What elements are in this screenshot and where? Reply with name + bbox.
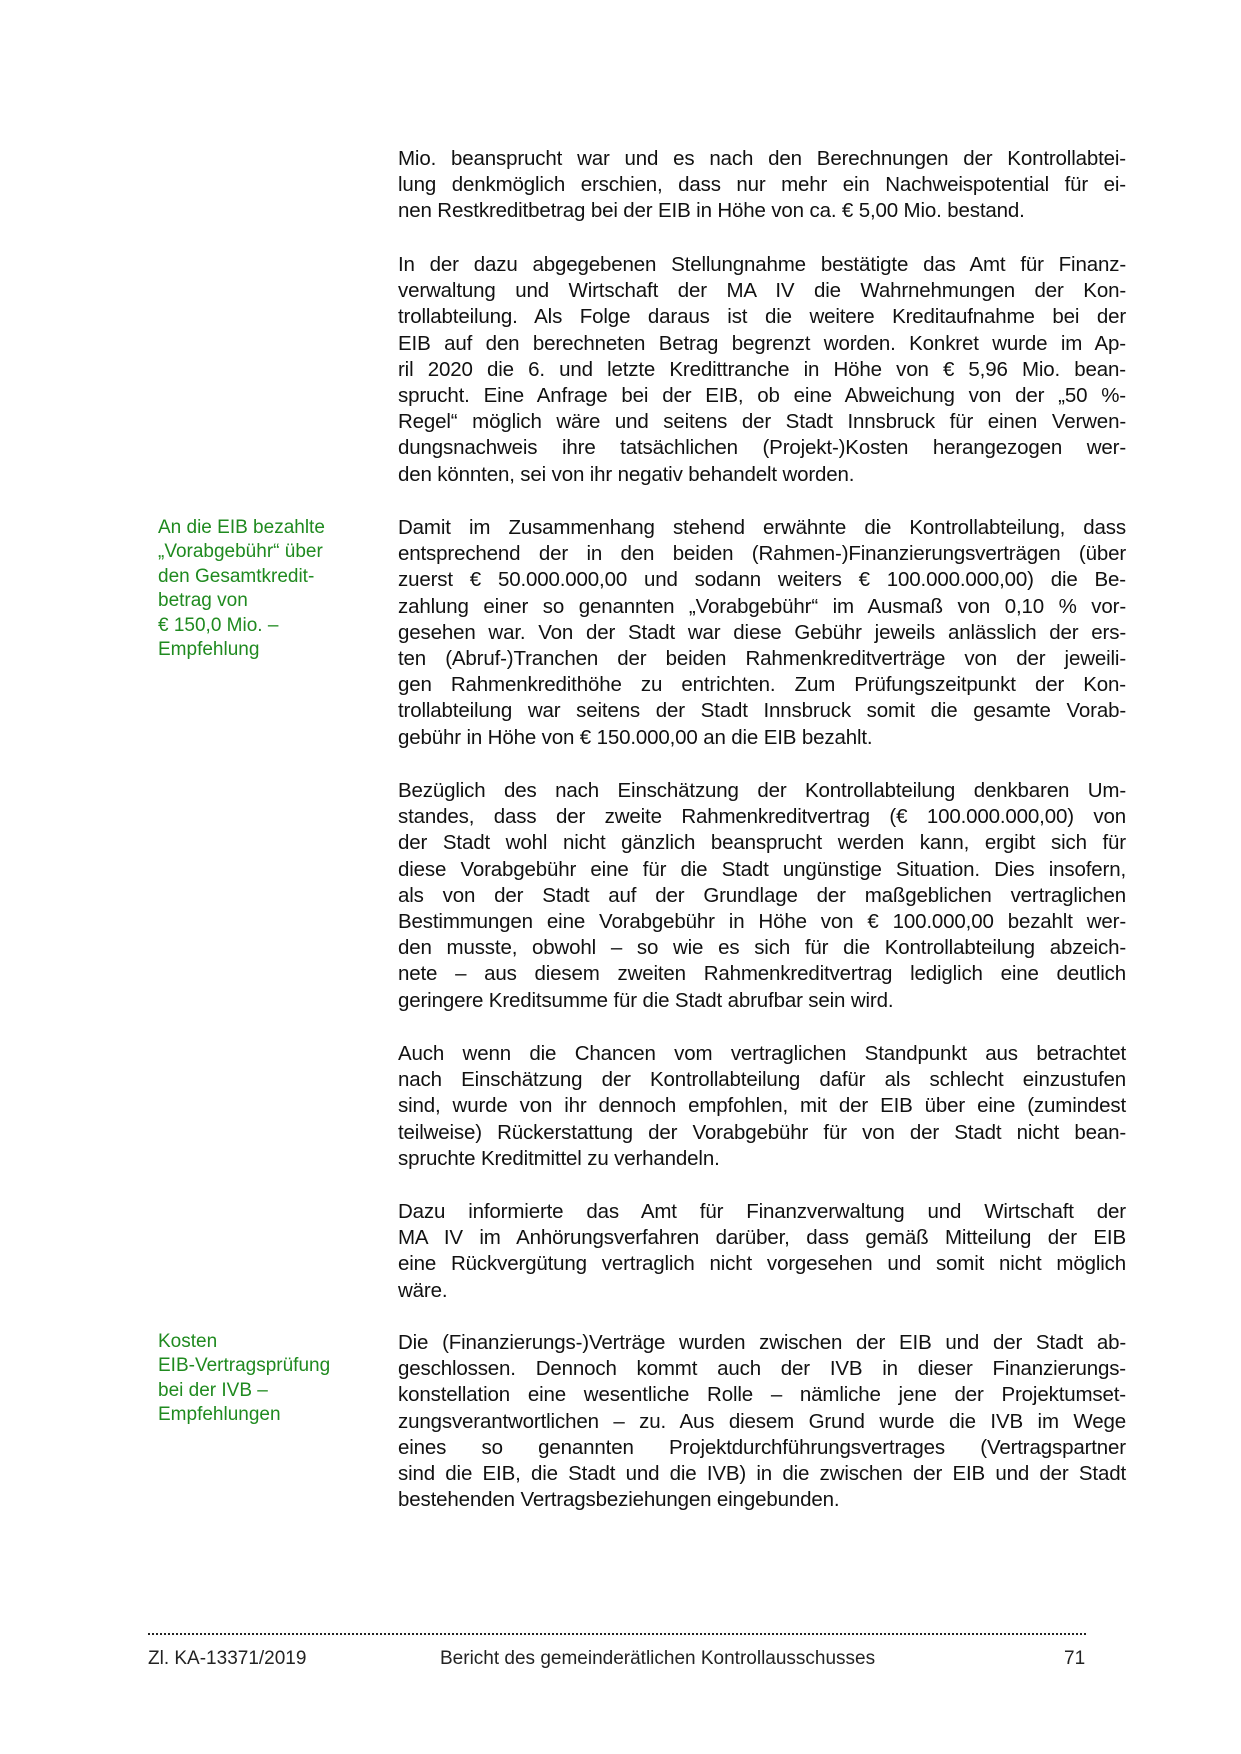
text-line: entsprechend der in den beiden (Rahmen-)Finanzierungsverträgen (über bbox=[398, 542, 1126, 566]
text-line: Die (Finanzierungs-)Verträge wurden zwischen der EIB und der Stadt ab- bbox=[398, 1331, 1126, 1354]
text-line: EIB auf den berechneten Betrag begrenzt worden. Konkret wurde im Ap- bbox=[398, 331, 1126, 355]
text-line: gesehen war. Von der Stadt war diese Gebühr jeweils anlässlich der ers- bbox=[398, 620, 1126, 644]
margin-note-vertragspruefung bbox=[158, 1330, 358, 1428]
text-line: trollabteilung war seitens der Stadt Innsbruck somit die gesamte Vorab- bbox=[398, 699, 1126, 723]
text-line: nete – aus diesem zweiten Rahmenkreditvertrag lediglich eine deutlich bbox=[398, 962, 1126, 986]
text-line: sind, wurde von ihr dennoch empfohlen, mit der EIB über eine (zumindest bbox=[398, 1094, 1126, 1118]
text-line: dungsnachweis ihre tatsächlichen (Projekt-)Kosten herangezogen wer- bbox=[398, 436, 1126, 460]
text-line: Bestimmungen eine Vorabgebühr in Höhe von € 100.000,00 bezahlt wer- bbox=[398, 910, 1126, 934]
body-paragraph bbox=[398, 778, 1126, 1014]
note-line: den Gesamtkredit- bbox=[158, 565, 315, 587]
note-line: betrag von bbox=[158, 590, 248, 612]
text-line: als von der Stadt auf der Grundlage der maßgeblichen vertraglichen bbox=[398, 883, 1126, 907]
text-line: trollabteilung. Als Folge daraus ist die weitere Kreditaufnahme bei der bbox=[398, 305, 1126, 329]
text-line: Dazu informierte das Amt für Finanzverwaltung und Wirtschaft der bbox=[398, 1200, 1126, 1223]
text-line: eines so genannten Projektdurchführungsvertrages (Vertragspartner bbox=[398, 1435, 1126, 1459]
body-paragraph bbox=[398, 1330, 1126, 1513]
note-line: An die EIB bezahlte bbox=[158, 517, 325, 538]
text-line: zahlung einer so genannten „Vorabgebühr“ im Ausmaß von 0,10 % vor- bbox=[398, 594, 1126, 618]
margin-note-vorabgebuehr bbox=[158, 516, 358, 662]
text-line: geschlossen. Dennoch kommt auch der IVB in dieser Finanzierungs- bbox=[398, 1357, 1126, 1381]
note-line: € 150,0 Mio. – bbox=[158, 614, 279, 636]
text-line: MA IV im Anhörungsverfahren darüber, dass gemäß Mitteilung der EIB bbox=[398, 1226, 1126, 1250]
text-line: gen Rahmenkredithöhe zu entrichten. Zum Prüfungszeitpunkt der Kon- bbox=[398, 673, 1126, 697]
body-paragraph bbox=[398, 252, 1126, 488]
text-line: sprucht. Eine Anfrage bei der EIB, ob eine Abweichung von der „50 %- bbox=[398, 384, 1126, 408]
text-line: teilweise) Rückerstattung der Vorabgebühr für von der Stadt nicht bean- bbox=[398, 1120, 1126, 1144]
text-line: In der dazu abgegebenen Stellungnahme bestätigte das Amt für Finanz- bbox=[398, 253, 1126, 276]
note-line: bei der IVB – bbox=[158, 1379, 268, 1401]
text-line: gebühr in Höhe von € 150.000,00 an die EIB bezahlt. bbox=[398, 725, 873, 749]
footer-title: Bericht des gemeinderätlichen Kontrollausschusses bbox=[440, 1648, 876, 1669]
note-line: Kosten bbox=[158, 1331, 218, 1352]
text-line: Auch wenn die Chancen vom vertraglichen Standpunkt aus betrachtet bbox=[398, 1042, 1126, 1065]
text-line: den könnten, sei von ihr negativ behandelt worden. bbox=[398, 462, 855, 486]
body-paragraph bbox=[398, 515, 1126, 751]
body-paragraph bbox=[398, 146, 1126, 225]
text-line: sind die EIB, die Stadt und die IVB) in die zwischen der EIB und der Stadt bbox=[398, 1462, 1126, 1486]
text-line: diese Vorabgebühr eine für die Stadt ungünstige Situation. Dies insofern, bbox=[398, 857, 1126, 881]
note-line: Empfehlungen bbox=[158, 1404, 281, 1426]
text-line: lung denkmöglich erschien, dass nur mehr ein Nachweispotential für ei- bbox=[398, 173, 1126, 197]
text-line: Bezüglich des nach Einschätzung der Kontrollabteilung denkbaren Um- bbox=[398, 779, 1126, 802]
footer-reference: Zl. KA-13371/2019 bbox=[148, 1648, 307, 1669]
text-line: ten (Abruf-)Tranchen der beiden Rahmenkreditverträge von der jeweili- bbox=[398, 647, 1126, 671]
text-line: geringere Kreditsumme für die Stadt abrufbar sein wird. bbox=[398, 988, 894, 1012]
text-line: spruchte Kreditmittel zu verhandeln. bbox=[398, 1146, 720, 1170]
body-paragraph bbox=[398, 1199, 1126, 1304]
note-line: „Vorabgebühr“ über bbox=[158, 541, 323, 563]
text-line: Mio. beansprucht war und es nach den Berechnungen der Kontrollabtei- bbox=[398, 147, 1126, 170]
footer-divider bbox=[148, 1633, 1086, 1635]
page-number: 71 bbox=[1064, 1648, 1086, 1669]
text-line: der Stadt wohl nicht gänzlich beansprucht werden kann, ergibt sich für bbox=[398, 831, 1126, 855]
text-line: nach Einschätzung der Kontrollabteilung dafür als schlecht einzustufen bbox=[398, 1068, 1126, 1092]
note-line: Empfehlung bbox=[158, 639, 260, 661]
text-line: nen Restkreditbetrag bei der EIB in Höhe von ca. € 5,00 Mio. bestand. bbox=[398, 199, 1025, 223]
text-line: Damit im Zusammenhang stehend erwähnte die Kontrollabteilung, dass bbox=[398, 516, 1126, 539]
text-line: wäre. bbox=[398, 1278, 448, 1302]
text-line: Regel“ möglich wäre und seitens der Stadt Innsbruck für einen Verwen- bbox=[398, 410, 1126, 434]
text-line: eine Rückvergütung vertraglich nicht vorgesehen und somit nicht möglich bbox=[398, 1252, 1126, 1276]
body-paragraph bbox=[398, 1041, 1126, 1172]
text-line: standes, dass der zweite Rahmenkreditvertrag (€ 100.000.000,00) von bbox=[398, 805, 1126, 829]
text-line: konstellation eine wesentliche Rolle – nämliche jene der Projektumset- bbox=[398, 1383, 1126, 1407]
note-line: EIB-Vertragsprüfung bbox=[158, 1355, 331, 1377]
text-line: bestehenden Vertragsbeziehungen eingebunden. bbox=[398, 1488, 840, 1512]
text-line: zuerst € 50.000.000,00 und sodann weiters € 100.000.000,00) die Be- bbox=[398, 568, 1126, 592]
text-line: zungsverantwortlichen – zu. Aus diesem Grund wurde die IVB im Wege bbox=[398, 1409, 1126, 1433]
text-line: verwaltung und Wirtschaft der MA IV die Wahrnehmungen der Kon- bbox=[398, 279, 1126, 303]
text-line: ril 2020 die 6. und letzte Kredittranche in Höhe von € 5,96 Mio. bean- bbox=[398, 357, 1126, 381]
text-line: den musste, obwohl – so wie es sich für die Kontrollabteilung abzeich- bbox=[398, 936, 1126, 960]
